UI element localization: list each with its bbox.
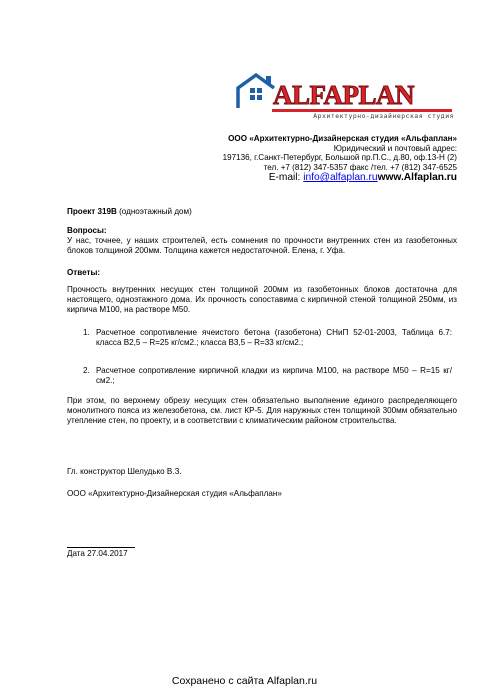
- list-item-number: 2.: [83, 366, 90, 375]
- email-label: E-mail:: [268, 172, 304, 184]
- website-link[interactable]: www.Alfaplan.ru: [377, 172, 457, 184]
- email-link[interactable]: info@alfaplan.ru: [303, 172, 378, 184]
- signature-firm: ООО «Архитектурно-Дизайнерская студия «Альфаплан»: [67, 489, 282, 498]
- answers-intro: Прочность внутренних несущих стен толщиной 200мм из газобетонных блоков достаточна для настоящего, одноэтажного дома. Их прочность сопоставима с кирпичной стеной толщиной 250мм, из кирпича М100, на растворе М50.: [67, 285, 457, 315]
- signer: Гл. конструктор Шелудько В.З.: [67, 467, 182, 476]
- company-name: ООО «Архитектурно-Дизайнерская студия «Альфаплан»: [228, 134, 457, 143]
- signature-line: [67, 547, 135, 548]
- answers-heading: Ответы:: [67, 268, 101, 277]
- tagline: Архитектурно-дизайнерская студия: [313, 112, 454, 120]
- list-item-number: 1.: [83, 328, 90, 337]
- company-header: [223, 134, 457, 184]
- list-item-text: Расчетное сопротивление кирпичной кладки из кирпича М100, на растворе М50 – R=15 кг/см2.;: [96, 366, 452, 386]
- date: Дата 27.04.2017: [67, 549, 128, 558]
- address-label: Юридический и почтовый адрес:: [333, 143, 457, 153]
- email-line: [223, 172, 457, 184]
- saved-from-footer: Сохранено с сайта Alfaplan.ru: [171, 675, 318, 687]
- questions-heading: Вопросы:: [67, 226, 107, 235]
- project-line: [67, 207, 457, 217]
- questions-text: У нас, точнее, у наших строителей, есть сомнения по прочности внутренних стен из газобетонных блоков толщиной 200мм. Толщина кажется недостаточной. Елена, г. Уфа.: [67, 236, 457, 256]
- project-type: (одноэтажный дом): [119, 207, 192, 216]
- phones: тел. +7 (812) 347-5357 факс /тел. +7 (812) 347-6525: [263, 162, 457, 172]
- answers-closing: При этом, по верхнему обрезу несущих стен обязательно выполнение единого распределяющего монолитного пояса из железобетона, см. лист КР-5. Для наружных стен толщиной 300мм обязательно утепление стен, по проекту, и в соответствии с климатическим районом строительства.: [67, 396, 457, 426]
- address: 197136, г.Санкт-Петербург, Большой пр.П.С., д.80, оф.13-Н (2): [222, 153, 457, 163]
- project-number: Проект 319В: [67, 207, 117, 216]
- brand-wordmark: ALFAPLAN: [273, 80, 414, 110]
- list-item-text: Расчетное сопротивление ячеистого бетона (газобетона) СНиП 52-01-2003, Таблица 6.7: класса В2,5 – R=25 кг/см2.; класса В3,5 – R=33 кг/см2.;: [96, 328, 452, 348]
